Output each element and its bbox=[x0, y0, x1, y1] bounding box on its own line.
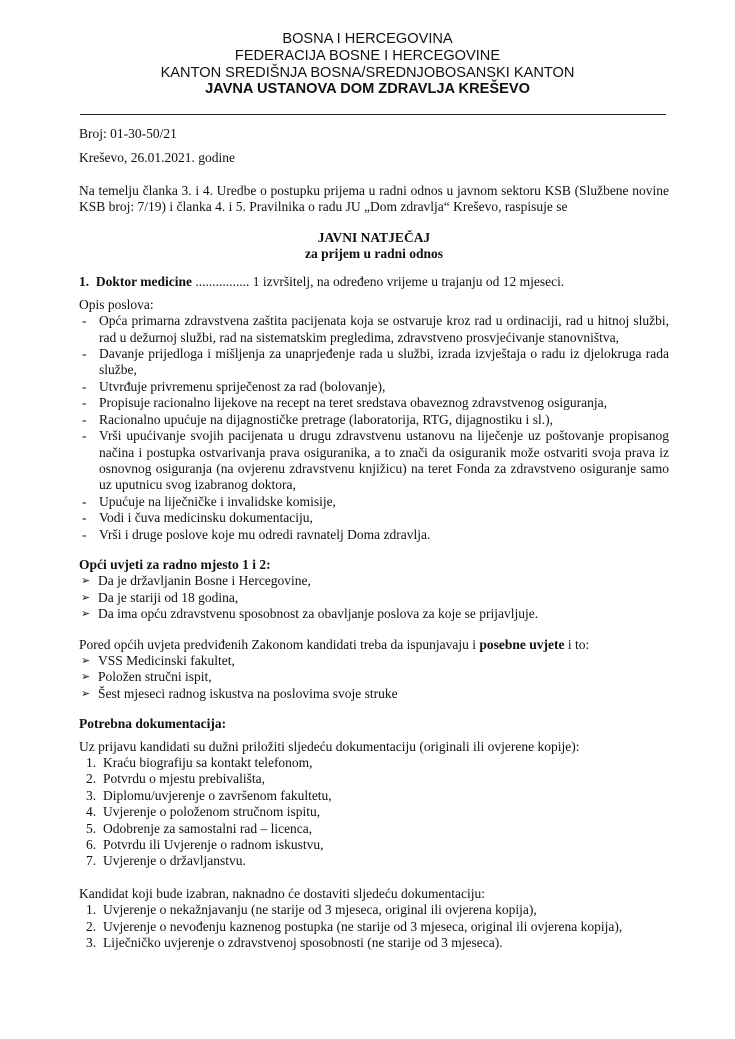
position-line bbox=[79, 274, 669, 290]
letterhead-institution: JAVNA USTANOVA DOM ZDRAVLJA KREŠEVO bbox=[205, 81, 530, 98]
general-conditions-heading: Opći uvjeti za radno mjesto 1 i 2: bbox=[79, 556, 271, 572]
special-condition-item: ➢ Položen stručni ispit, bbox=[79, 669, 669, 685]
document-item: 7. Uvjerenje o državljanstvu. bbox=[86, 853, 246, 869]
duty-item: - Vrši upućivanje svojih pacijenata u drugu zdravstvenu ustanovu na liječenje uz poštovanje propisanog načina i postupka ostvarivanja prava osiguranika, a to znači da osiguranik može ostvariti svoja prava iz osnovnog osiguranja (na ovjerenu zdravstvenu knjižicu) na teret Fonda za zdravstveno osiguranje samo uz uputnicu svog izabranog doktora, bbox=[79, 428, 669, 494]
special-conditions-intro bbox=[79, 637, 669, 653]
duty-item: - Propisuje racionalno lijekove na recept na teret sredstava obaveznog zdravstvenog osiguranja, bbox=[79, 395, 669, 411]
duty-item: - Vodi i čuva medicinsku dokumentaciju, bbox=[79, 510, 669, 526]
duties-heading: Opis poslova: bbox=[79, 296, 154, 312]
duties-list bbox=[79, 313, 669, 543]
duty-item: - Opća primarna zdravstvena zaštita pacijenata koja se ostvaruje kroz rad u ordinaciji, rad u hitnoj službi, rad u dežurnoj službi, rad na sistematskim pregledima, zdravstveno prosvjećivanje stanovništva, bbox=[79, 313, 669, 346]
position-name: Doktor medicine bbox=[95, 274, 192, 290]
letterhead-federation: FEDERACIJA BOSNE I HERCEGOVINE bbox=[234, 47, 501, 64]
documents-intro: Uz prijavu kandidati su dužni priložiti sljedeću dokumentaciju (originali ili ovjerene kopije): bbox=[79, 738, 580, 754]
special-conditions-list bbox=[79, 653, 669, 702]
general-conditions-list bbox=[79, 573, 669, 622]
selected-document-item: 2. Uvjerenje o nevođenju kaznenog postupka (ne starije od 3 mjeseca, original ili ovjerena kopija), bbox=[86, 918, 623, 934]
duty-item: - Vrši i druge poslove koje mu odredi ravnatelj Doma zdravlja. bbox=[79, 527, 669, 543]
document-item: 4. Uvjerenje o položenom stručnom ispitu, bbox=[86, 804, 321, 820]
duty-item: - Upućuje na liječničke i invalidske komisije, bbox=[79, 494, 669, 510]
document-body bbox=[79, 126, 669, 951]
legal-basis-paragraph: Na temelju članka 3. i 4. Uredbe o postupku prijema u radni odnos u javnom sektoru KSB (Službene novine KSB broj: 7/19) i članka 4. i 5. Pravilnika o radu JU „Dom zdravlja“ Kreševo, raspisuje se bbox=[79, 182, 669, 215]
header-divider bbox=[80, 114, 666, 115]
position-dots: ................ bbox=[195, 274, 250, 290]
special-condition-item: ➢ VSS Medicinski fakultet, bbox=[79, 653, 669, 669]
general-condition-item: ➢ Da je stariji od 18 godina, bbox=[79, 590, 669, 606]
position-detail: 1 izvršitelj, na određeno vrijeme u trajanju od 12 mjeseci. bbox=[252, 274, 565, 290]
document-item: 5. Odobrenje za samostalni rad – licenca, bbox=[86, 820, 313, 836]
special-intro-tail: i to: bbox=[567, 636, 590, 652]
notice-subtitle: za prijem u radni odnos bbox=[304, 246, 443, 262]
general-condition-item: ➢ Da je državljanin Bosne i Hercegovine, bbox=[79, 573, 669, 589]
reference-number: Broj: 01-30-50/21 bbox=[79, 126, 177, 141]
documents-heading: Potrebna dokumentacija: bbox=[79, 716, 227, 732]
special-intro-bold: posebne uvjete bbox=[479, 636, 565, 652]
letterhead-country: BOSNA I HERCEGOVINA bbox=[282, 31, 453, 47]
position-number: 1. bbox=[79, 274, 90, 290]
selected-document-item: 3. Liječničko uvjerenje o zdravstvenoj sposobnosti (ne starije od 3 mjeseca). bbox=[86, 935, 503, 951]
special-intro-text: Pored općih uvjeta predviđenih Zakonom kandidati treba da ispunjavaju i bbox=[79, 636, 477, 652]
letterhead bbox=[0, 31, 735, 98]
document-item: 3. Diplomu/uvjerenje o završenom fakultetu, bbox=[86, 787, 332, 803]
selected-candidate-intro: Kandidat koji bude izabran, naknadno će dostaviti sljedeću dokumentaciju: bbox=[79, 885, 486, 901]
document-item: 6. Potvrdu ili Uvjerenje o radnom iskustvu, bbox=[86, 837, 324, 853]
notice-title: JAVNI NATJEČAJ bbox=[317, 229, 431, 245]
letterhead-canton: KANTON SREDIŠNJA BOSNA/SREDNJOBOSANSKI KANTON bbox=[160, 64, 575, 81]
general-condition-item: ➢ Da ima opću zdravstvenu sposobnost za obavljanje poslova za koje se prijavljuje. bbox=[79, 606, 669, 622]
selected-document-item: 1. Uvjerenje o nekažnjavanju (ne starije od 3 mjeseca, original ili ovjerena kopija), bbox=[86, 902, 537, 918]
selected-documents-list bbox=[79, 902, 669, 951]
place-date: Kreševo, 26.01.2021. godine bbox=[79, 150, 235, 166]
document-item: 2. Potvrdu o mjestu prebivališta, bbox=[86, 771, 265, 787]
document-item: 1. Kraću biografiju sa kontakt telefonom, bbox=[86, 755, 313, 770]
duty-item: - Utvrđuje privremenu spriječenost za rad (bolovanje), bbox=[79, 379, 669, 395]
special-condition-item: ➢ Šest mjeseci radnog iskustva na poslovima svoje struke bbox=[79, 686, 669, 702]
duty-item: - Racionalno upućuje na dijagnostičke pretrage (laboratorija, RTG, dijagnostiku i sl.), bbox=[79, 412, 669, 428]
duty-item: - Davanje prijedloga i mišljenja za unaprjeđenje rada u službi, izrada izvještaja o radu iz djelokruga rada službe, bbox=[79, 346, 669, 379]
documents-list bbox=[79, 755, 669, 870]
